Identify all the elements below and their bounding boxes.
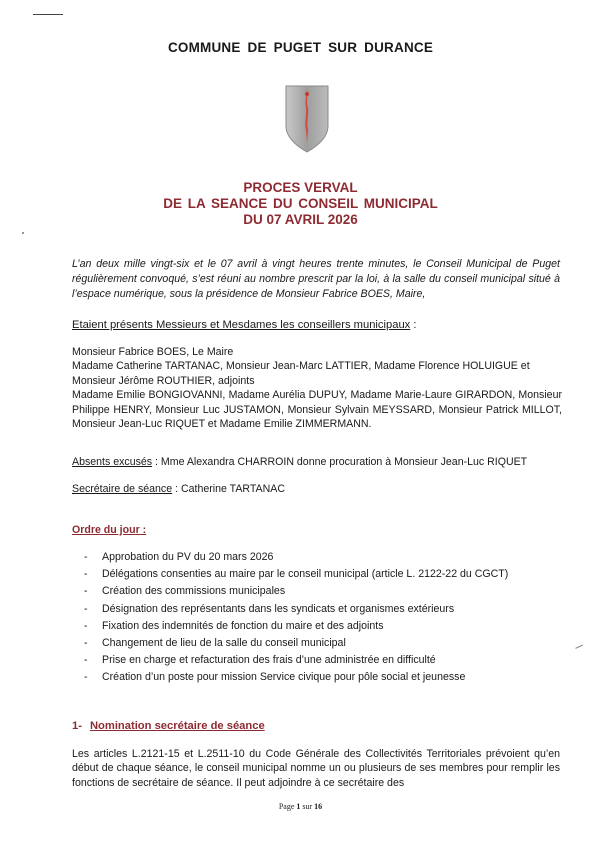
page-footer: [0, 802, 601, 811]
agenda-heading: Ordre du jour :: [72, 524, 147, 536]
footer-page-number: 1: [296, 802, 301, 811]
members-line: Madame Emilie BONGIOVANNI, Madame Aurélia DUPUY, Madame Marie-Laure GIRARDON, Monsieur Philippe HENRY, Monsieur Luc JUSTAMON, Monsieur Sylvain MEYSSARD, Monsieur Patrick MILLOT, Monsieur Jean-Luc RIQUET et Madame Emilie ZIMMERMANN.: [72, 389, 562, 431]
footer-page-total: 16: [314, 802, 323, 811]
title-line: DU 07 AVRIL 2026: [243, 212, 358, 227]
members-list: [72, 345, 562, 431]
coat-of-arms-icon: [284, 82, 330, 154]
members-line: Monsieur Fabrice BOES, Le Maire: [72, 346, 234, 358]
agenda-item: - Délégations consenties au maire par le conseil municipal (article L. 2122-22 du CGCT): [84, 566, 564, 583]
title-line: DE LA SEANCE DU CONSEIL MUNICIPAL: [163, 196, 438, 211]
absents-label: Absents excusés: [72, 456, 153, 468]
agenda-item: - Approbation du PV du 20 mars 2026: [84, 549, 564, 566]
section-title: Nomination secrétaire de séance: [89, 720, 265, 732]
agenda-item: - Création d’un poste pour mission Service civique pour pôle social et jeunesse: [84, 669, 564, 686]
agenda-item: - Création des commissions municipales: [84, 583, 564, 600]
section-number: 1-: [72, 720, 82, 732]
footer-middle: sur: [300, 802, 315, 811]
scan-mark: [33, 14, 63, 15]
presents-heading: [72, 318, 562, 332]
commune-header: COMMUNE DE PUGET SUR DURANCE: [167, 40, 434, 55]
scan-dot: [575, 645, 584, 653]
agenda-item: - Fixation des indemnités de fonction du maire et des adjoints: [84, 618, 564, 635]
absents-text: : Mme Alexandra CHARROIN donne procuration à Monsieur Jean-Luc RIQUET: [152, 456, 528, 468]
absents-line: [72, 455, 562, 469]
scan-dot: [22, 232, 24, 234]
footer-prefix: Page: [278, 802, 297, 811]
section-body: Les articles L.2121-15 et L.2511-10 du Code Générale des Collectivités Territoriales prévoient qu’en début de chaque séance, le conseil municipal nomme un ou plusieurs de ses membres pour remplir les fonctions de secrétaire de séance. Il peut adjoindre à ce secrétaire des: [72, 748, 560, 789]
agenda-list: [84, 549, 564, 687]
secretaire-label: Secrétaire de séance: [72, 483, 173, 495]
secretaire-line: [72, 482, 562, 496]
secretaire-text: : Catherine TARTANAC: [172, 483, 285, 495]
section-heading: [72, 720, 265, 732]
presents-heading-suffix: :: [410, 319, 417, 331]
presents-heading-label: Etaient présents Messieurs et Mesdames les conseillers municipaux: [72, 319, 411, 331]
agenda-item: - Désignation des représentants dans les syndicats et organismes extérieurs: [84, 601, 564, 618]
agenda-item: - Changement de lieu de la salle du conseil municipal: [84, 635, 564, 652]
members-line: Madame Catherine TARTANAC, Monsieur Jean-Marc LATTIER, Madame Florence HOLUIGUE et Monsieur Jérôme ROUTHIER, adjoints: [72, 360, 530, 387]
agenda-item: - Prise en charge et refacturation des frais d’une administrée en difficulté: [84, 652, 564, 669]
intro-paragraph: L’an deux mille vingt-six et le 07 avril à vingt heures trente minutes, le Conseil Municipal de Puget régulièrement convoqué, s’est réuni au nombre prescrit par la loi, à la salle du conseil municipal situé à l’espace numérique, sous la présidence de Monsieur Fabrice BOES, Maire,: [72, 258, 560, 301]
title-line: PROCES VERVAL: [243, 180, 358, 195]
